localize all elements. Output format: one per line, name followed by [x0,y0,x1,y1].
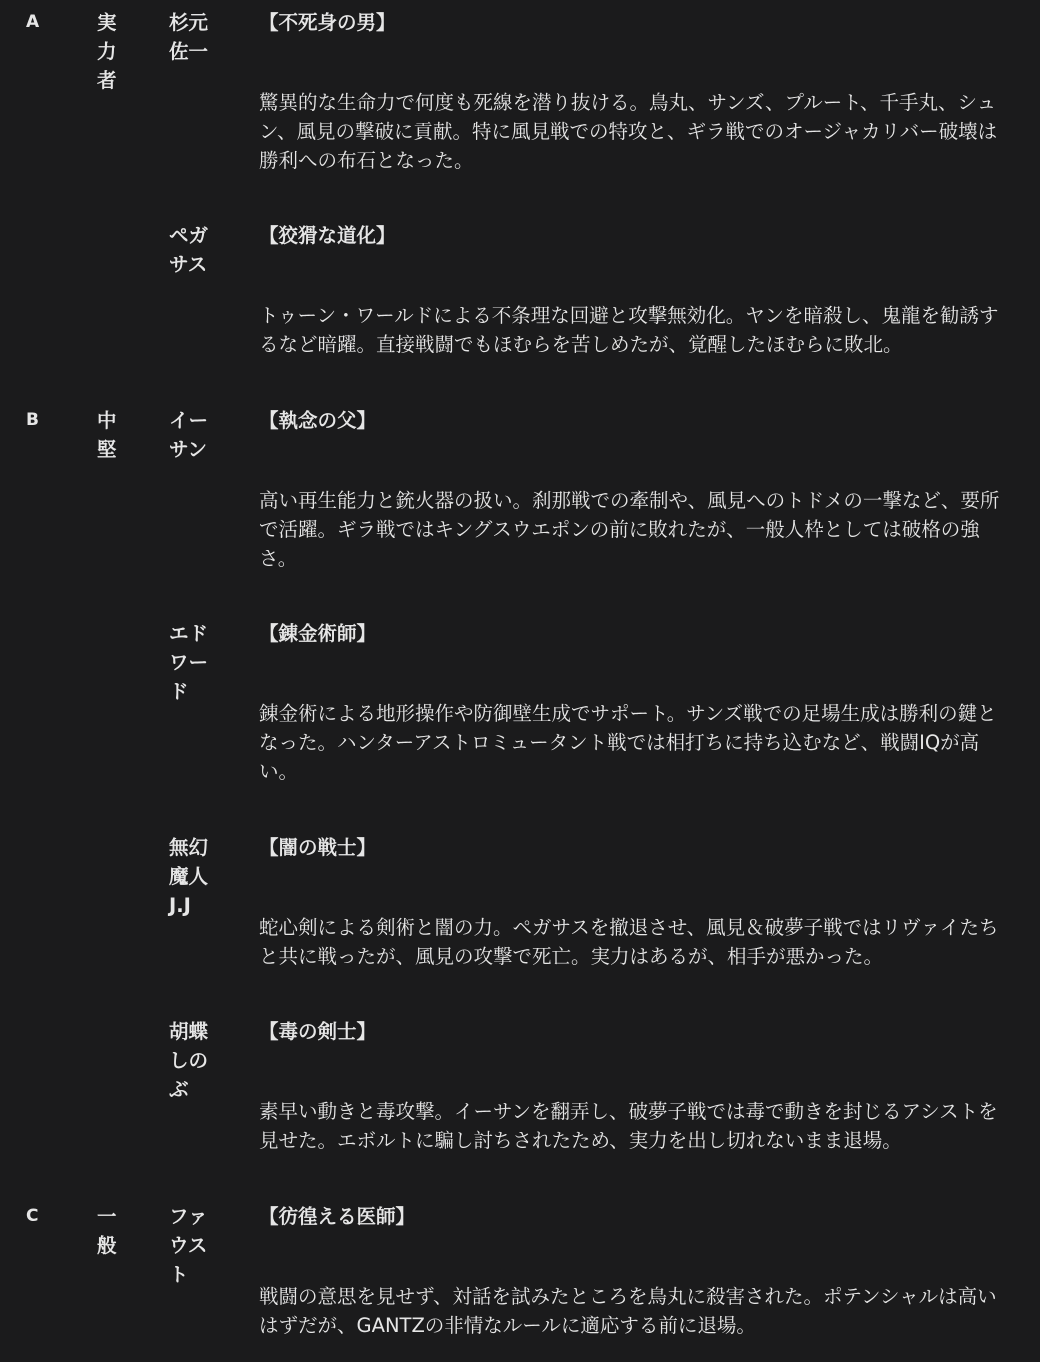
description-cell [259,1017,1040,1155]
nickname: 【彷徨える医師】 [259,1205,416,1228]
description: 戦闘の意思を見せず、対話を試みたところを鳥丸に殺害された。ポテンシャルは高いはずだが、GANTZの非情なルールに適応する前に退場。 [259,1285,997,1337]
description: 驚異的な生命力で何度も死線を潜り抜ける。鳥丸、サンズ、プルート、千手丸、シュン、風見の撃破に貢献。特に風見戦での特攻と、ギラ戦でのオージャカリバー破壊は勝利への布石となった。 [259,91,998,172]
nickname: 【不死身の男】 [259,11,396,34]
description: 高い再生能力と銃火器の扱い。刹那戦での牽制や、風見へのトドメの一撃など、要所で活躍。ギラ戦ではキングスウエポンの前に敗れたが、一般人枠としては破格の強さ。 [259,489,1000,570]
nickname: 【錬金術師】 [259,622,377,645]
table-row [0,1202,1040,1340]
nickname: 【闇の戦士】 [259,836,377,859]
description: トゥーン・ワールドによる不条理な回避と攻撃無効化。ヤンを暗殺し、鬼龍を勧誘するなど暗躍。直接戦闘でもほむらを苦しめたが、覚醒したほむらに敗北。 [259,304,999,356]
class-cell: 実力者 [97,11,117,92]
rank-cell: B [26,410,39,430]
table-row [0,406,1040,573]
description: 蛇心剣による剣術と闇の力。ペガサスを撤退させ、風見＆破夢子戦ではリヴァイたちと共に戦ったが、風見の攻撃で死亡。実力はあるが、相手が悪かった。 [259,916,999,968]
name-cell: エドワード [169,622,209,703]
description: 錬金術による地形操作や防御壁生成でサポート。サンズ戦での足場生成は勝利の鍵となった。ハンターアストロミュータント戦では相打ちに持ち込むなど、戦闘IQが高い。 [259,702,997,783]
class-cell [97,833,119,971]
class-cell [97,619,119,786]
class-cell [97,1017,119,1155]
table-row [0,833,1040,971]
description-cell [259,833,1040,971]
class-cell: 中堅 [97,409,117,461]
rank-cell: A [26,12,40,32]
nickname: 【狡猾な道化】 [259,224,396,247]
name-cell: ファウスト [169,1205,208,1286]
nickname: 【毒の剣士】 [259,1020,377,1043]
rank-cell [0,1017,97,1155]
rank-cell [0,833,97,971]
table-row [0,619,1040,786]
class-cell: 一般 [97,1205,117,1257]
table-row [0,1017,1040,1155]
description-cell [259,406,1040,573]
description-cell [259,1202,1040,1340]
name-cell: イーサン [169,409,209,461]
table-row [0,8,1040,175]
description-cell [259,221,1040,359]
rank-cell [0,619,97,786]
name-cell: 無幻魔人J.J [169,836,209,917]
rank-cell: C [26,1206,39,1226]
nickname: 【執念の父】 [259,409,377,432]
class-cell [97,221,119,359]
name-cell: 杉元佐一 [169,11,209,63]
name-cell: ペガサス [169,224,209,276]
rank-cell [0,221,97,359]
description-cell [259,8,1040,175]
description-cell [259,619,1040,786]
name-cell: 胡蝶しのぶ [169,1020,209,1101]
description: 素早い動きと毒攻撃。イーサンを翻弄し、破夢子戦では毒で動きを封じるアシストを見せた。エボルトに騙し討ちされたため、実力を出し切れないまま退場。 [259,1100,998,1152]
table-row [0,221,1040,359]
